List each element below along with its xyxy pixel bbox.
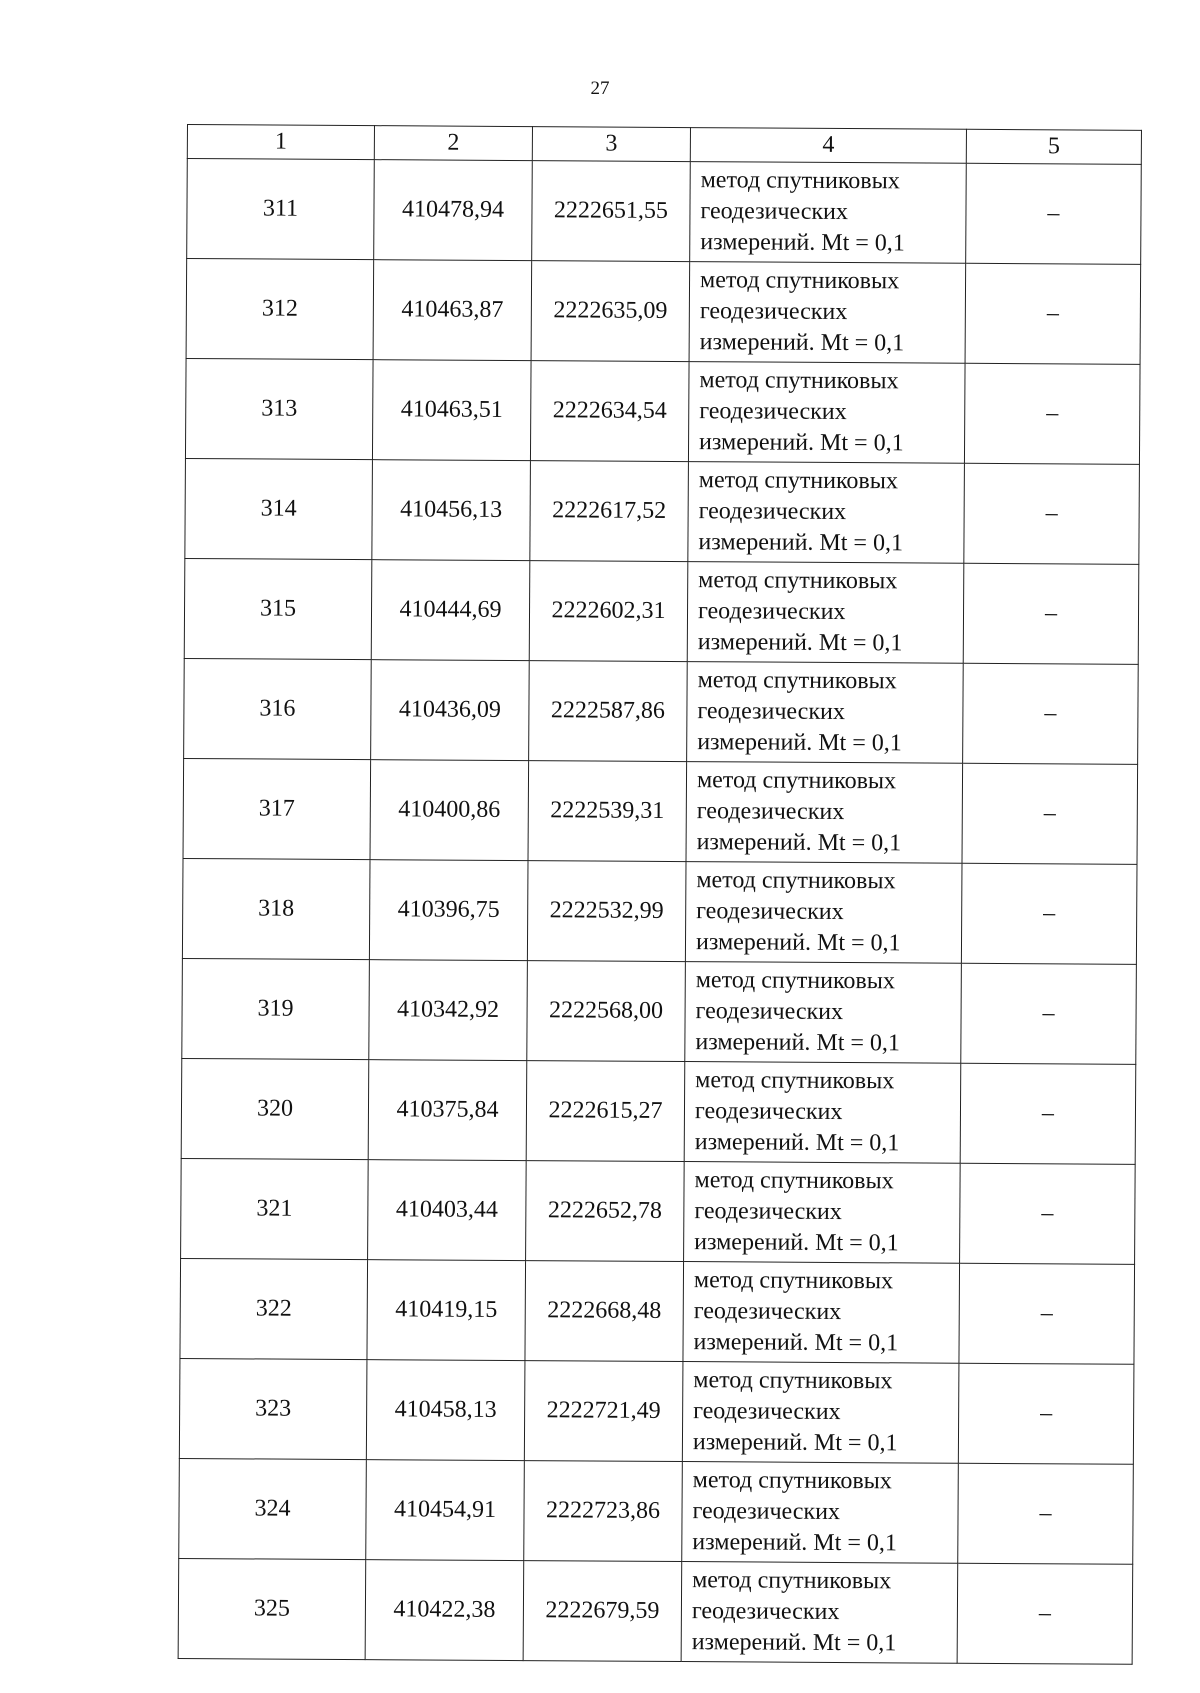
method-line: измерений. Mt = 0,1 [698, 529, 904, 557]
method-line: измерений. Mt = 0,1 [697, 729, 902, 757]
method-line: измерений. Mt = 0,1 [695, 929, 901, 957]
y-coordinate-cell: 2222539,31 [528, 761, 687, 862]
x-coordinate-cell: 410375,84 [368, 1060, 527, 1161]
method-cell [688, 462, 965, 564]
point-number-cell: 318 [182, 858, 370, 959]
note-cell: – [964, 363, 1140, 464]
column-header: 1 [187, 125, 374, 160]
method-line: геодезических [695, 998, 844, 1026]
page-number: 27 [590, 78, 610, 99]
method-cell [688, 362, 965, 464]
method-line: измерений. Mt = 0,1 [694, 1129, 900, 1157]
note-cell: – [965, 263, 1141, 364]
method-line: измерений. Mt = 0,1 [694, 1229, 899, 1257]
method-line: метод спутниковых [693, 1367, 893, 1395]
point-number-cell: 321 [181, 1158, 369, 1259]
table-row [185, 458, 1140, 564]
table-row [180, 1258, 1135, 1364]
method-line: метод спутниковых [695, 1067, 895, 1095]
x-coordinate-cell: 410400,86 [370, 760, 529, 861]
point-number-cell: 313 [185, 358, 373, 459]
x-coordinate-cell: 410456,13 [372, 460, 531, 561]
method-line: измерений. Mt = 0,1 [696, 829, 902, 857]
table-row [182, 858, 1137, 964]
note-cell: – [963, 563, 1139, 664]
method-line: метод спутниковых [699, 367, 899, 395]
point-number-cell: 324 [179, 1458, 367, 1559]
point-number-cell: 314 [185, 458, 373, 559]
y-coordinate-cell: 2222568,00 [527, 961, 686, 1062]
y-coordinate-cell: 2222651,55 [532, 161, 691, 262]
method-cell [683, 1262, 960, 1364]
method-line: измерений. Mt = 0,1 [691, 1629, 897, 1657]
column-header: 5 [966, 129, 1141, 164]
table-row [181, 1158, 1136, 1264]
table-row [186, 259, 1141, 365]
y-coordinate-cell: 2222634,54 [530, 361, 689, 462]
method-cell [686, 762, 963, 864]
point-number-cell: 315 [184, 558, 372, 659]
method-line: измерений. Mt = 0,1 [693, 1329, 899, 1357]
method-line: измерений. Mt = 0,1 [697, 629, 903, 657]
method-line: метод спутниковых [692, 1467, 892, 1495]
method-cell [684, 1162, 961, 1264]
x-coordinate-cell: 410403,44 [368, 1160, 527, 1261]
method-line: метод спутниковых [695, 967, 895, 995]
method-line: измерений. Mt = 0,1 [700, 229, 905, 257]
method-line: метод спутниковых [694, 1167, 894, 1195]
column-header: 3 [532, 127, 690, 162]
method-cell [687, 662, 964, 764]
y-coordinate-cell: 2222587,86 [529, 661, 688, 762]
table-row [183, 758, 1138, 864]
method-cell [682, 1462, 959, 1564]
method-line: метод спутниковых [696, 767, 897, 795]
method-line: геодезических [700, 198, 849, 226]
x-coordinate-cell: 410463,87 [373, 260, 532, 361]
method-line: метод спутниковых [697, 667, 897, 695]
x-coordinate-cell: 410422,38 [365, 1560, 524, 1661]
x-coordinate-cell: 410436,09 [371, 660, 530, 761]
x-coordinate-cell: 410444,69 [371, 560, 530, 661]
method-line: геодезических [693, 1398, 841, 1426]
table-row [184, 558, 1139, 664]
point-number-cell: 319 [182, 958, 370, 1059]
method-line: метод спутниковых [698, 467, 899, 495]
y-coordinate-cell: 2222723,86 [524, 1461, 683, 1562]
method-line: метод спутниковых [698, 567, 898, 595]
note-cell: – [960, 1163, 1136, 1264]
method-line: измерений. Mt = 0,1 [692, 1429, 898, 1457]
y-coordinate-cell: 2222635,09 [531, 261, 690, 362]
point-number-cell: 316 [184, 658, 372, 759]
note-cell: – [963, 663, 1139, 764]
y-coordinate-cell: 2222532,99 [527, 861, 686, 962]
y-coordinate-cell: 2222617,52 [530, 461, 689, 562]
method-cell [684, 1062, 961, 1164]
x-coordinate-cell: 410463,51 [372, 360, 531, 461]
x-coordinate-cell: 410419,15 [367, 1260, 526, 1361]
table-body [178, 159, 1141, 1665]
method-line: геодезических [694, 1198, 842, 1226]
x-coordinate-cell: 410458,13 [366, 1360, 525, 1461]
note-cell: – [964, 463, 1140, 564]
table-row [187, 159, 1142, 265]
table-row [184, 658, 1139, 764]
point-number-cell: 312 [186, 259, 374, 360]
method-line: геодезических [698, 498, 847, 526]
note-cell: – [958, 1363, 1134, 1464]
method-line: геодезических [699, 398, 847, 426]
x-coordinate-cell: 410396,75 [369, 860, 528, 961]
method-cell [689, 262, 966, 364]
note-cell: – [961, 863, 1137, 964]
method-line: измерений. Mt = 0,1 [698, 429, 904, 457]
table-header-row [187, 125, 1141, 165]
x-coordinate-cell: 410478,94 [374, 160, 533, 261]
note-cell: – [966, 163, 1142, 264]
method-line: измерений. Mt = 0,1 [695, 1029, 901, 1057]
method-line: метод спутниковых [696, 867, 896, 895]
x-coordinate-cell: 410454,91 [366, 1460, 525, 1561]
note-cell: – [961, 963, 1137, 1064]
note-cell: – [957, 1563, 1133, 1664]
method-line: измерений. Mt = 0,1 [699, 329, 905, 357]
column-header: 2 [374, 126, 532, 161]
method-cell [682, 1362, 959, 1464]
method-cell [681, 1562, 958, 1664]
point-number-cell: 317 [183, 758, 371, 859]
y-coordinate-cell: 2222679,59 [523, 1561, 682, 1662]
point-number-cell: 320 [181, 1058, 369, 1159]
table-row [185, 358, 1140, 464]
method-line: геодезических [697, 598, 846, 626]
method-line: измерений. Mt = 0,1 [692, 1529, 897, 1557]
y-coordinate-cell: 2222668,48 [525, 1261, 684, 1362]
method-line: метод спутниковых [700, 167, 900, 195]
method-cell [685, 962, 962, 1064]
method-line: геодезических [694, 1098, 843, 1126]
y-coordinate-cell: 2222602,31 [529, 561, 688, 662]
note-cell: – [959, 1263, 1135, 1364]
table-row [178, 1558, 1133, 1664]
method-cell [690, 162, 967, 264]
table-row [179, 1458, 1134, 1564]
point-number-cell: 311 [187, 159, 375, 260]
table-row [179, 1358, 1134, 1464]
method-line: геодезических [696, 798, 845, 826]
method-line: геодезических [699, 298, 848, 326]
method-line: метод спутниковых [699, 267, 900, 295]
method-line: геодезических [692, 1498, 841, 1526]
method-line: метод спутниковых [693, 1267, 894, 1295]
y-coordinate-cell: 2222652,78 [526, 1161, 685, 1262]
y-coordinate-cell: 2222721,49 [524, 1361, 683, 1462]
x-coordinate-cell: 410342,92 [369, 960, 528, 1061]
table-row [182, 958, 1137, 1064]
method-line: геодезических [691, 1598, 840, 1626]
note-cell: – [958, 1463, 1134, 1564]
note-cell: – [960, 1063, 1136, 1164]
method-line: геодезических [697, 698, 845, 726]
method-cell [685, 862, 962, 964]
coordinates-table [178, 124, 1142, 1665]
table-row [181, 1058, 1136, 1164]
method-cell [687, 562, 964, 664]
note-cell: – [962, 763, 1138, 864]
point-number-cell: 323 [179, 1358, 367, 1459]
method-line: метод спутниковых [692, 1567, 892, 1595]
column-header: 4 [690, 128, 966, 164]
y-coordinate-cell: 2222615,27 [526, 1061, 685, 1162]
point-number-cell: 325 [178, 1558, 366, 1659]
method-line: геодезических [693, 1298, 842, 1326]
point-number-cell: 322 [180, 1258, 368, 1359]
method-line: геодезических [696, 898, 844, 926]
